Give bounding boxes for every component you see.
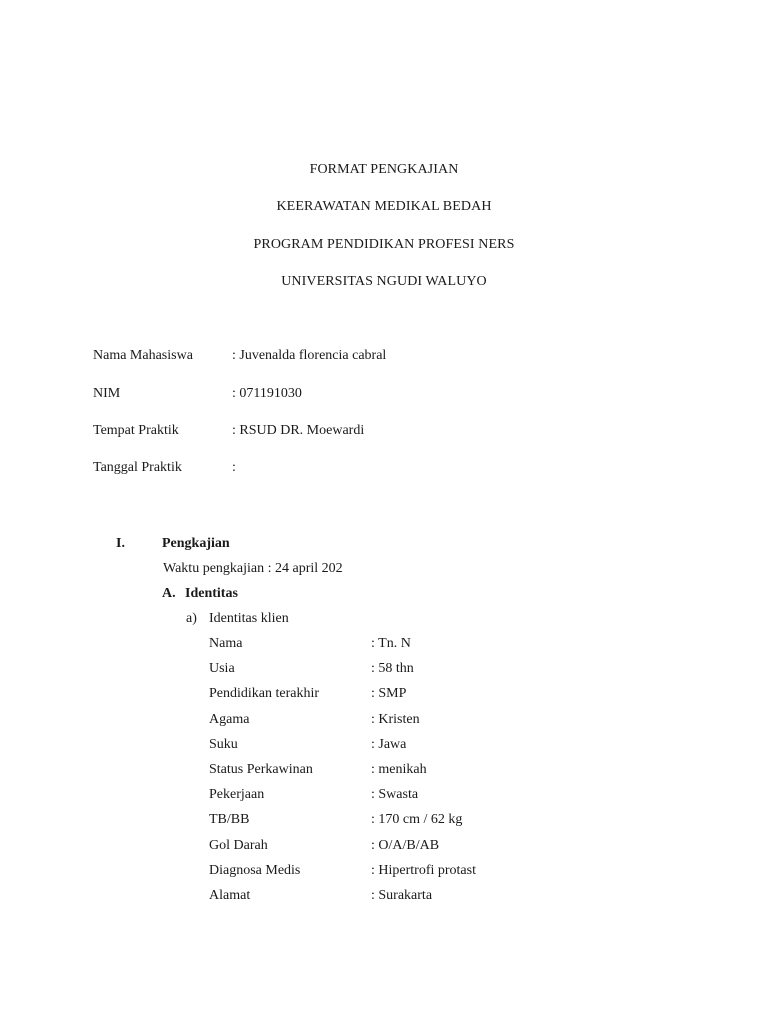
identity-value: : Kristen (371, 711, 420, 727)
section-heading: Pengkajian (162, 536, 230, 551)
identity-value: : Swasta (371, 787, 419, 803)
identity-label: Gol Darah (209, 837, 268, 853)
identity-label: TB/BB (209, 812, 250, 828)
identity-label: Pendidikan terakhir (209, 686, 320, 702)
doc-subtitle-university: UNIVERSITAS NGUDI WALUYO (281, 274, 487, 289)
identity-label: Usia (209, 661, 235, 677)
doc-subtitle-department: KEERAWATAN MEDIKAL BEDAH (276, 199, 492, 214)
identity-label: Agama (209, 711, 250, 727)
identity-value: : Tn. N (371, 636, 411, 651)
doc-subtitle-program: PROGRAM PENDIDIKAN PROFESI NERS (253, 237, 515, 252)
student-nim-label: NIM (93, 386, 121, 401)
identity-value: : O/A/B/AB (371, 837, 440, 853)
identity-label: Diagnosa Medis (209, 862, 301, 878)
identity-value: : SMP (371, 686, 407, 702)
student-name-value: : Juvenalda florencia cabral (232, 348, 387, 363)
subsection-letter: A. (162, 586, 176, 601)
identity-value: : 170 cm / 62 kg (371, 812, 463, 828)
identity-value: : menikah (371, 762, 427, 777)
identity-value: : Surakarta (371, 888, 433, 903)
identity-label: Nama (209, 636, 243, 651)
assessment-time: Waktu pengkajian : 24 april 202 (163, 561, 343, 576)
identity-label: Alamat (209, 888, 251, 903)
item-heading: Identitas klien (209, 611, 289, 626)
identity-value: : Jawa (371, 736, 407, 752)
identity-label: Pekerjaan (209, 787, 265, 803)
student-nim-value: : 071191030 (232, 386, 302, 401)
identity-value: : 58 thn (371, 661, 414, 677)
practice-date-label: Tanggal Praktik (93, 460, 182, 475)
student-name-label: Nama Mahasiswa (93, 348, 193, 363)
subsection-heading: Identitas (185, 586, 238, 601)
identity-label: Suku (209, 736, 238, 752)
identity-value: : Hipertrofi protast (371, 862, 476, 878)
identity-label: Status Perkawinan (209, 762, 313, 777)
practice-date-value: : (232, 460, 236, 475)
doc-title: FORMAT PENGKAJIAN (309, 162, 459, 177)
item-letter: a) (186, 611, 197, 626)
practice-place-value: : RSUD DR. Moewardi (232, 423, 365, 438)
practice-place-label: Tempat Praktik (93, 423, 179, 438)
section-number: I. (116, 536, 125, 551)
